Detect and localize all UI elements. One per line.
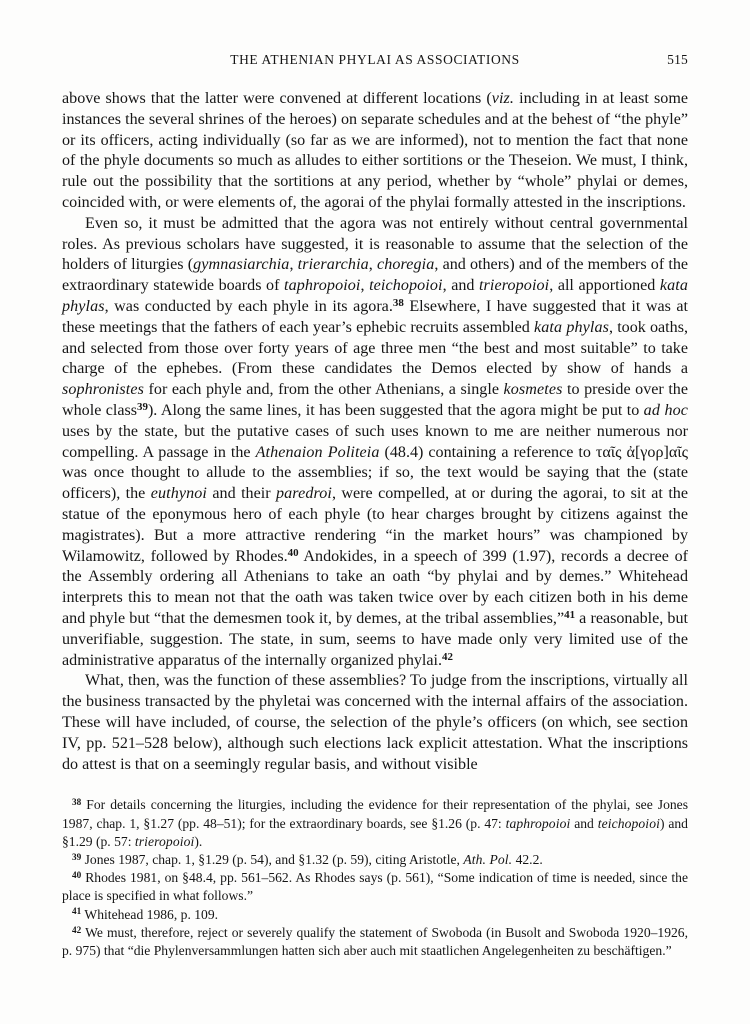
body-text [62, 89, 688, 775]
running-head [62, 52, 688, 67]
page-title: THE ATHENIAN PHYLAI AS ASSOCIATIONS [230, 52, 520, 67]
footnotes-section [62, 796, 688, 960]
paragraph: Even so, it must be admitted that the agora was not entirely without central governmental roles. As previous scholars have suggested, it is reasonable to assume that the selection of the holders of liturgies (gymnasiarchia, trierarchia, choregia, and others) and of the members of the extraordinary statewide boards of taphropoioi, teichopoioi, and trieropoioi, all apportioned kata phylas, was conducted by each phyle in its agora.$^{38}$ Elsewhere, I have suggested that it was at these meetings that the fathers of each year’s ephebic recruits assembled kata phylas, took oaths, and selected from those over forty years of age three men “the best and most suitable” to take charge of the ephebes. (From these candidates the Demos elected by show of hands a sophronistes for each phyle and, from the other Athenians, a single kosmetes to preside over the whole class$^{39}$). Along the same lines, it has been suggested that the agora might be put to ad hoc uses by the state, but the putative cases of such uses known to me are neither numerous nor compelling. A passage in the Athenaion Politeia (48.4) containing a reference to ταῖς ἀ[γορ]αῖς was once thought to allude to the assemblies; if so, the text would be saying that the (state officers), the euthynoi and their paredroi, were compelled, at or during the agorai, to sit at the statue of the eponymous hero of each phyle (to hear charges brought by citizens against the magistrates). But a more attractive rendering “in the market hours” was championed by Wilamowitz, followed by Rhodes.$^{40}$ Andokides, in a speech of 399 (1.97), records a decree of the Assembly ordering all Athenians to take an oath “by phylai and by demes.” Whitehead interprets this to mean not that the oath was taken twice over by each citizen both in his deme and phyle but “that the demesmen took it, by demes, at the tribal assemblies,”$^{41}$ a reasonable, but unverifiable, suggestion. The state, in sum, seems to have made only very limited use of the administrative apparatus of the internally organized phylai.$^{42}$ [62, 214, 689, 669]
footnote: $^{39}$ Jones 1987, chap. 1, §1.29 (p. 54), and §1.32 (p. 59), citing Aristotle, Ath. Pol. 42.2. [72, 851, 543, 867]
footnote: $^{42}$ We must, therefore, reject or severely qualify the statement of Swoboda (in Busolt and Swoboda 1920–1926, p. 975) that “die Phylenversammlungen hatten sich aber auch mit staatlichen Angelegenheiten zu beschäftigen.” [62, 924, 688, 958]
paragraph: above shows that the latter were convened at different locations (viz. including in at least some instances the several shrines of the heroes) on separate schedules and at the behest of “the phyle” or its officers, acting individually (so far as we are informed), not to mention the fact that none of the phyle documents so much as alludes to either sortitions or the Theseion. We must, I think, rule out the possibility that the sortitions at any period, whether by “whole” phylai or demes, coincided with, or were elements of, the agorai of the phylai formally attested in the inscriptions. [62, 90, 688, 211]
footnote: $^{38}$ For details concerning the liturgies, including the evidence for their representation of the phylai, see Jones 1987, chap. 1, §1.27 (pp. 48–51); for the extraordinary boards, see §1.26 (p. 47: taphropoioi and teichopoioi) and §1.29 (p. 57: trieropoioi). [62, 797, 688, 849]
paragraph: What, then, was the function of these assemblies? To judge from the inscriptions, virtually all the business transacted by the phyletai was concerned with the internal affairs of the association. These will have included, of course, the selection of the phyle’s officers (on which, see section IV, pp. 521–528 below), although such elections lack explicit attestation. What the inscriptions do attest is that on a seemingly regular basis, and without visible [62, 672, 688, 773]
footnote: $^{41}$ Whitehead 1986, p. 109. [72, 906, 219, 922]
footnote: $^{40}$ Rhodes 1981, on §48.4, pp. 561–562. As Rhodes says (p. 561), “Some indication of time is needed, since the place is specified in what follows.” [62, 869, 688, 904]
page-number: 515 [667, 52, 688, 67]
page-content [62, 52, 688, 960]
